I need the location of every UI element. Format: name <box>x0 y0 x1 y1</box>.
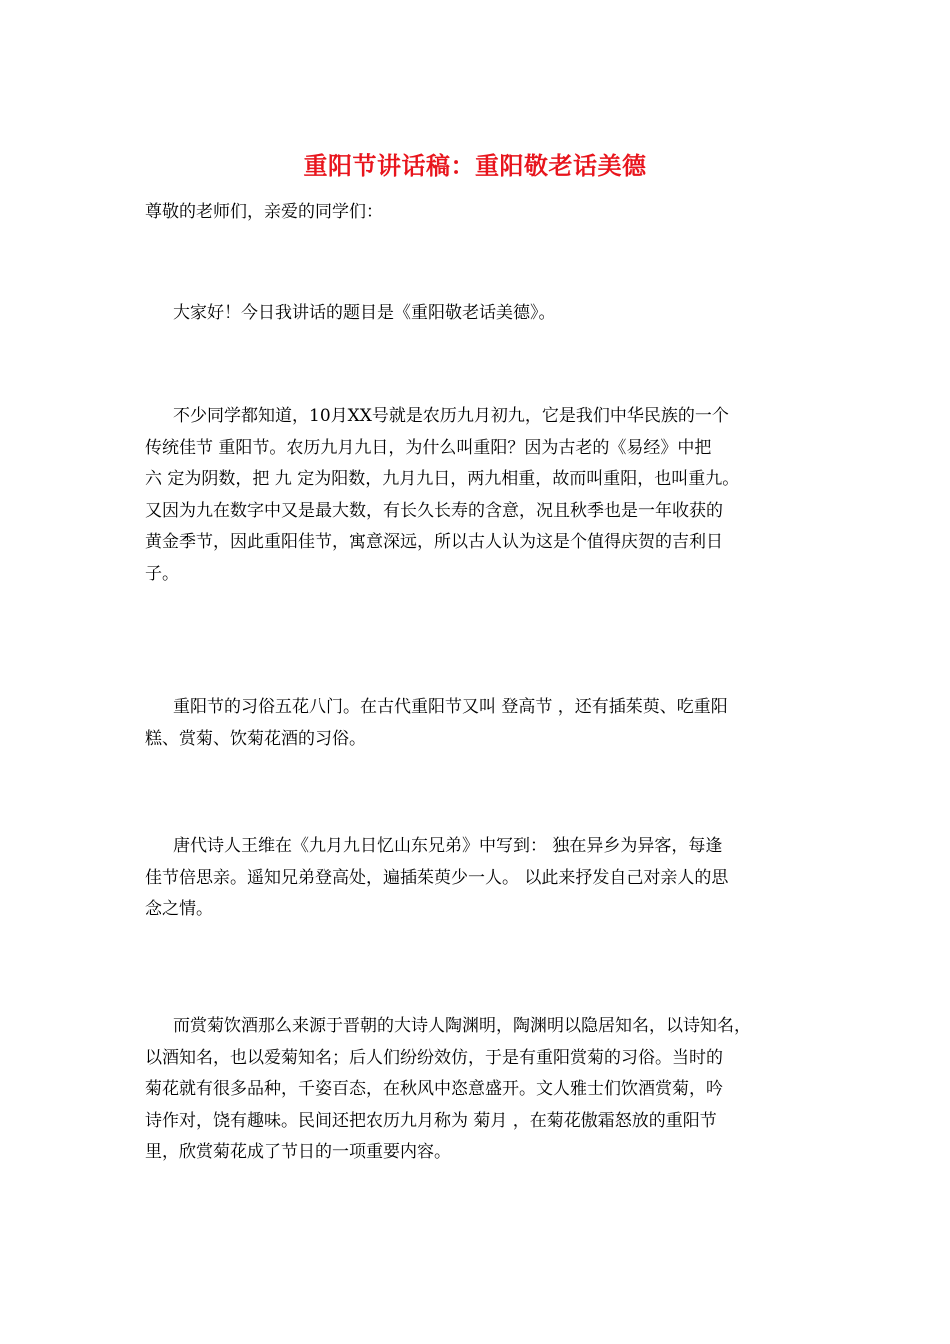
greeting-line: 尊敬的老师们，亲爱的同学们： <box>145 202 383 222</box>
paragraph-2 <box>145 401 813 590</box>
greeting <box>145 197 813 229</box>
paragraph-line: 诗作对，饶有趣味。民间还把农历九月称为 菊月 ，在菊花傲霜怒放的重阳节 <box>145 1110 717 1131</box>
page-title: 重阳节讲话稿：重阳敬老话美德 <box>303 152 647 180</box>
paragraph-line: 菊花就有很多品种，千姿百态，在秋风中恣意盛开。文人雅士们饮酒赏菊，吟 <box>145 1079 723 1099</box>
paragraph-line: 子。 <box>145 563 179 584</box>
paragraph-line: 六 定为阴数，把 九 定为阳数，九月九日，两九相重，故而叫重阳，也叫重九。 <box>145 469 740 489</box>
paragraph-line: 又因为九在数字中又是最大数，有长久长寿的含意，况且秋季也是一年收获的 <box>145 500 723 521</box>
paragraph-1 <box>145 298 813 330</box>
paragraph-line: 以酒知名，也以爱菊知名；后人们纷纷效仿，于是有重阳赏菊的习俗。当时的 <box>145 1047 723 1068</box>
paragraph-line: 黄金季节，因此重阳佳节，寓意深远，所以古人认为这是个值得庆贺的吉利日 <box>145 532 723 552</box>
paragraph-3 <box>145 692 813 755</box>
paragraph-line: 糕、赏菊、饮菊花酒的习俗。 <box>145 728 366 749</box>
paragraph-line: 不少同学都知道，10月XX号就是农历九月初九，它是我们中华民族的一个 <box>173 406 729 426</box>
paragraph-line: 里，欣赏菊花成了节日的一项重要内容。 <box>145 1142 451 1162</box>
paragraph-4 <box>145 831 813 926</box>
paragraph-line: 唐代诗人王维在《九月九日忆山东兄弟》中写到： 独在异乡为异客，每逢 <box>173 836 723 856</box>
paragraph-line: 念之情。 <box>145 899 213 919</box>
paragraph-line: 传统佳节 重阳节。农历九月九日，为什么叫重阳？因为古老的《易经》中把 <box>145 437 712 458</box>
paragraph-line: 佳节倍思亲。遥知兄弟登高处，遍插茱萸少一人。 以此来抒发自己对亲人的思 <box>145 867 729 888</box>
paragraph-line: 大家好！今日我讲话的题目是《重阳敬老话美德》。 <box>173 303 556 323</box>
paragraph-line: 重阳节的习俗五花八门。在古代重阳节又叫 登高节 ，还有插茱萸、吃重阳 <box>173 697 728 717</box>
paragraph-5 <box>145 1011 813 1169</box>
paragraph-line: 而赏菊饮酒那么来源于晋朝的大诗人陶渊明，陶渊明以隐居知名，以诗知名， <box>173 1016 751 1036</box>
